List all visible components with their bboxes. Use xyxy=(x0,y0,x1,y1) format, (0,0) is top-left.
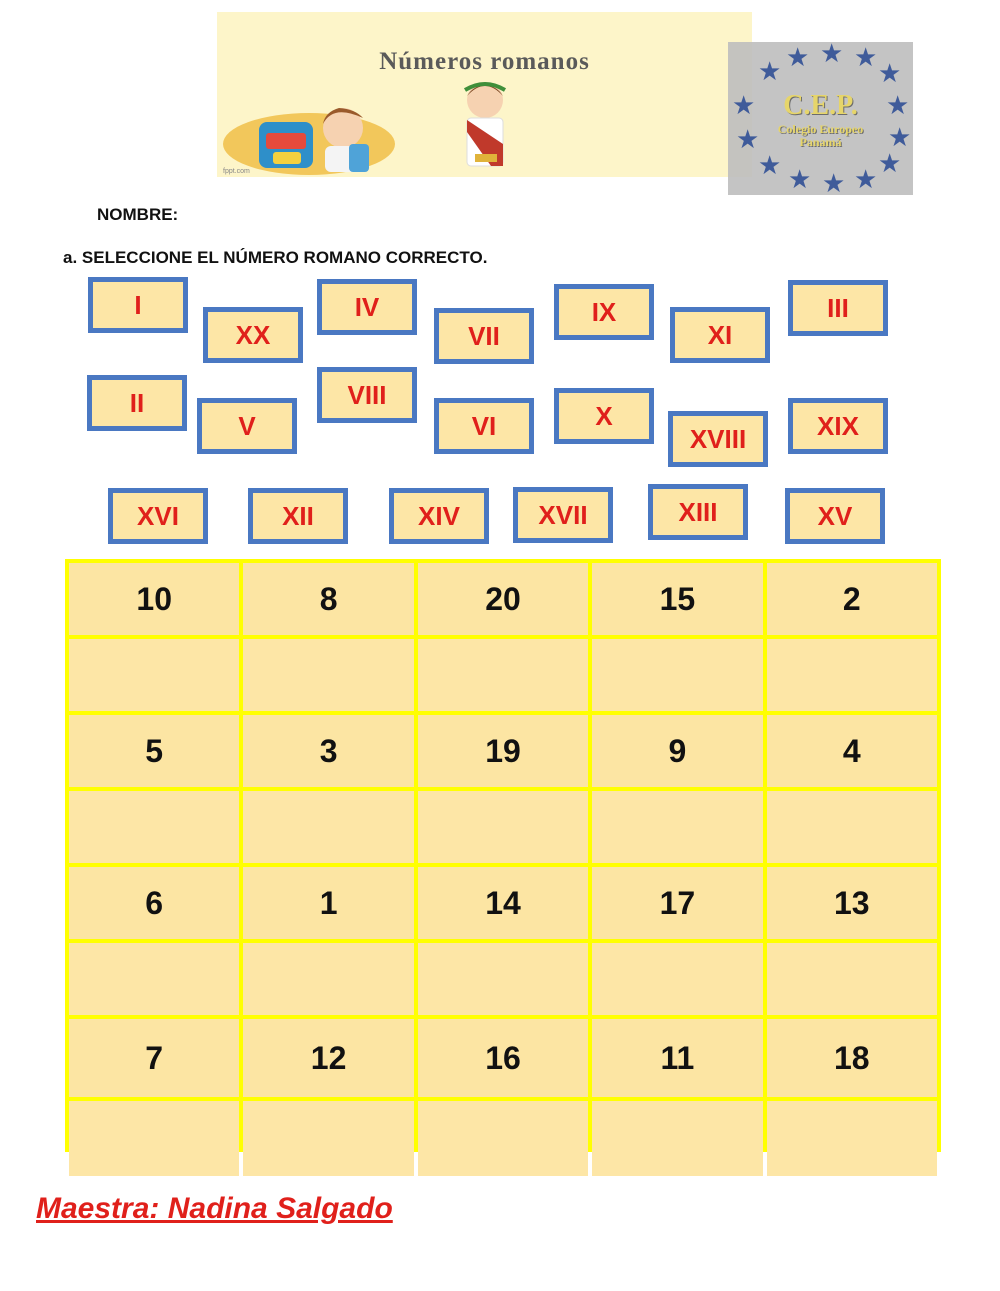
number-cell: 3 xyxy=(243,715,413,787)
number-cell: 6 xyxy=(69,867,239,939)
answer-drop-zone[interactable] xyxy=(592,1101,762,1176)
number-cell: 15 xyxy=(592,563,762,635)
answer-drop-zone[interactable] xyxy=(243,1101,413,1176)
answer-drop-zone[interactable] xyxy=(592,639,762,711)
number-cell: 20 xyxy=(418,563,588,635)
header-banner xyxy=(217,12,752,177)
seal-initials: C.E.P. xyxy=(783,90,858,121)
svg-text:★: ★ xyxy=(788,165,812,195)
seal-school-name: Colegio Europeo xyxy=(777,122,864,136)
answer-drop-zone[interactable] xyxy=(767,943,937,1015)
number-cell: 17 xyxy=(592,867,762,939)
answer-drop-zone[interactable] xyxy=(418,639,588,711)
answer-drop-zone[interactable] xyxy=(418,943,588,1015)
chip-roman-v[interactable]: V xyxy=(197,398,297,454)
answer-grid xyxy=(65,559,941,1152)
chip-roman-viii[interactable]: VIII xyxy=(317,367,417,423)
seal-country: Panamá xyxy=(799,135,842,149)
banner-credit: fppt.com xyxy=(223,168,250,175)
answer-drop-zone[interactable] xyxy=(418,1101,588,1176)
number-cell: 8 xyxy=(243,563,413,635)
chip-roman-xiv[interactable]: XIV xyxy=(389,488,489,544)
number-cell: 1 xyxy=(243,867,413,939)
svg-text:★: ★ xyxy=(878,149,902,179)
answer-drop-zone[interactable] xyxy=(767,1101,937,1176)
chip-roman-vi[interactable]: VI xyxy=(434,398,534,454)
number-cell: 16 xyxy=(418,1019,588,1097)
chip-roman-x[interactable]: X xyxy=(554,388,654,444)
roman-child-illustration xyxy=(445,74,525,174)
answer-drop-zone[interactable] xyxy=(243,791,413,863)
svg-text:★: ★ xyxy=(886,91,910,121)
svg-text:★: ★ xyxy=(854,165,878,195)
number-cell: 7 xyxy=(69,1019,239,1097)
answer-drop-zone[interactable] xyxy=(69,791,239,863)
worksheet-title: Números romanos xyxy=(379,48,590,75)
chip-roman-ii[interactable]: II xyxy=(87,375,187,431)
name-label: NOMBRE: xyxy=(97,205,179,224)
svg-text:★: ★ xyxy=(786,43,810,73)
svg-text:★: ★ xyxy=(822,169,846,195)
chip-roman-xviii[interactable]: XVIII xyxy=(668,411,768,467)
chip-roman-xv[interactable]: XV xyxy=(785,488,885,544)
instruction-text: a. SELECCIONE EL NÚMERO ROMANO CORRECTO. xyxy=(63,248,488,267)
teacher-signature: Maestra: Nadina Salgado xyxy=(36,1192,393,1225)
number-cell: 18 xyxy=(767,1019,937,1097)
svg-text:★: ★ xyxy=(888,123,912,153)
chip-roman-xx[interactable]: XX xyxy=(203,307,303,363)
chip-roman-i[interactable]: I xyxy=(88,277,188,333)
answer-drop-zone[interactable] xyxy=(69,1101,239,1176)
svg-text:★: ★ xyxy=(758,151,782,181)
answer-drop-zone[interactable] xyxy=(418,791,588,863)
answer-drop-zone[interactable] xyxy=(69,943,239,1015)
svg-text:★: ★ xyxy=(878,59,902,89)
answer-drop-zone[interactable] xyxy=(767,639,937,711)
number-cell: 19 xyxy=(418,715,588,787)
svg-text:★: ★ xyxy=(736,125,760,155)
svg-text:★: ★ xyxy=(758,57,782,87)
chip-roman-ix[interactable]: IX xyxy=(554,284,654,340)
svg-text:★: ★ xyxy=(854,43,878,73)
answer-drop-zone[interactable] xyxy=(243,943,413,1015)
number-cell: 13 xyxy=(767,867,937,939)
number-cell: 12 xyxy=(243,1019,413,1097)
answer-drop-zone[interactable] xyxy=(592,791,762,863)
chip-roman-xix[interactable]: XIX xyxy=(788,398,888,454)
svg-text:★: ★ xyxy=(820,42,844,69)
answer-drop-zone[interactable] xyxy=(767,791,937,863)
number-cell: 4 xyxy=(767,715,937,787)
chip-roman-iv[interactable]: IV xyxy=(317,279,417,335)
number-cell: 5 xyxy=(69,715,239,787)
school-seal xyxy=(728,42,913,195)
number-cell: 2 xyxy=(767,563,937,635)
chip-roman-xi[interactable]: XI xyxy=(670,307,770,363)
chip-roman-vii[interactable]: VII xyxy=(434,308,534,364)
chip-roman-xvii[interactable]: XVII xyxy=(513,487,613,543)
chip-roman-iii[interactable]: III xyxy=(788,280,888,336)
answer-drop-zone[interactable] xyxy=(243,639,413,711)
number-cell: 14 xyxy=(418,867,588,939)
answer-drop-zone[interactable] xyxy=(592,943,762,1015)
chip-roman-xvi[interactable]: XVI xyxy=(108,488,208,544)
svg-text:★: ★ xyxy=(732,91,756,121)
chip-roman-xiii[interactable]: XIII xyxy=(648,484,748,540)
number-cell: 9 xyxy=(592,715,762,787)
number-cell: 10 xyxy=(69,563,239,635)
number-cell: 11 xyxy=(592,1019,762,1097)
answer-drop-zone[interactable] xyxy=(69,639,239,711)
chip-roman-xii[interactable]: XII xyxy=(248,488,348,544)
children-backpack-illustration xyxy=(221,100,401,176)
